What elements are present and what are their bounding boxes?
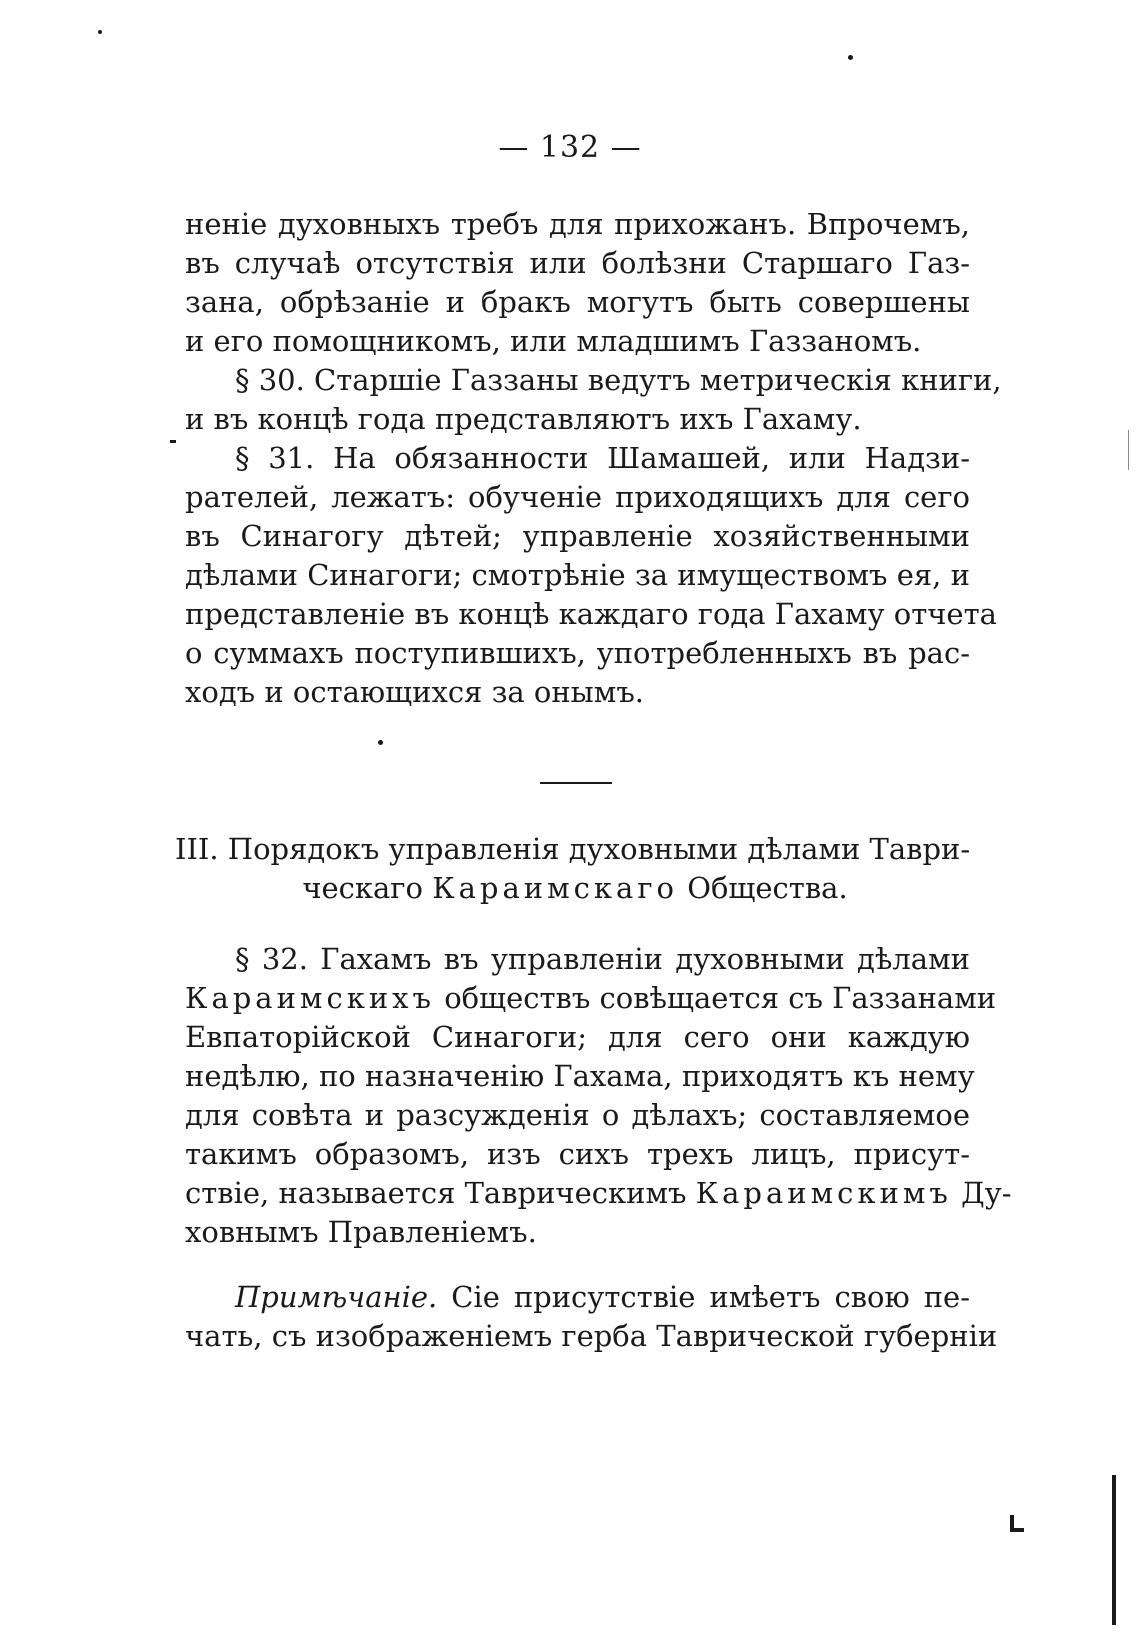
text-line: § 31. На обязанности Шамашей, или Надзи- [235,441,970,475]
line-text: ствiе, называется Таврическимъ [185,1176,696,1210]
heading-line: III. Порядокъ управленiя духовными дѣлами Таври- [175,832,971,866]
note-label: Примѣчанiе. [235,1280,438,1314]
heading-line [175,869,975,908]
text-line: недѣлю, по назначенiю Гахама, приходятъ къ нему [185,1059,975,1093]
line-text: Ду- [951,1176,1012,1210]
text-line: § 32. Гахамъ въ управленiи духовными дѣлами [235,942,970,976]
paragraph-continuation [185,205,970,361]
text-line: чать, съ изображенiемъ герба Таврической губернiи [185,1319,998,1353]
text-line: рателей, лежатъ: обученiе приходящихъ для сего [185,480,970,514]
page-number: — 132 — [498,130,642,165]
scan-speck [848,55,853,60]
scan-edge-line [1112,1475,1116,1625]
text-line: и въ концѣ года представляютъ ихъ Гахаму. [185,402,862,436]
scan-edge-line [1128,430,1129,470]
text-line: дѣлами Синагоги; смотрѣнiе за имуществомъ ея, и [185,558,970,592]
text-line: ходъ и остающихся за онымъ. [185,675,644,709]
section-31 [185,439,997,712]
heading-text: Общества. [677,871,848,905]
line-text: обществъ совѣщается съ Газзанами [434,981,997,1015]
heading-spaced-word: Караимскаго [432,871,678,905]
text-line [185,1278,970,1317]
scan-speck [170,440,176,443]
section-32 [185,940,1012,1252]
line-text: Сiе присутствiе имѣетъ свою пе- [437,1280,970,1314]
text-line: о суммахъ поступившихъ, употребленныхъ въ рас- [185,636,970,670]
spaced-word: Караимскимъ [695,1176,952,1210]
scan-speck [1010,1528,1024,1532]
text-line: ховнымъ Правленiемъ. [185,1215,537,1249]
note [185,1278,998,1356]
chapter-heading [175,830,975,908]
text-block-upper [185,205,1002,712]
text-line [185,979,997,1018]
text-line: ненiе духовныхъ требъ для прихожанъ. Впрочемъ, [185,207,970,241]
text-line: такимъ образомъ, изъ сихъ трехъ лицъ, присут- [185,1137,970,1171]
text-line: представленiе въ концѣ каждаго года Гахаму отчета [185,597,997,631]
scan-speck [98,30,102,34]
text-line: для совѣта и разсужденiя о дѣлахъ; составляемое [185,1098,970,1132]
spaced-word: Караимскихъ [185,981,435,1015]
section-divider-rule [540,782,612,784]
section-30 [185,361,1002,439]
text-line: § 30. Старшiе Газзаны ведутъ метрическiя книги, [235,363,1002,397]
text-line: Евпаторiйской Синагоги; для сего они каждую [185,1020,970,1054]
heading-text: ческаго [302,871,433,905]
text-line: въ Синагогу дѣтей; управленiе хозяйственными [185,519,970,553]
text-line: зана, обрѣзанiе и бракъ могутъ быть совершены [185,285,970,319]
scan-speck [378,740,383,745]
text-line [185,1174,1012,1213]
text-line: въ случаѣ отсутствiя или болѣзни Старшаго Газ- [185,246,970,280]
text-line: и его помощникомъ, или младшимъ Газзаномъ. [185,324,922,358]
